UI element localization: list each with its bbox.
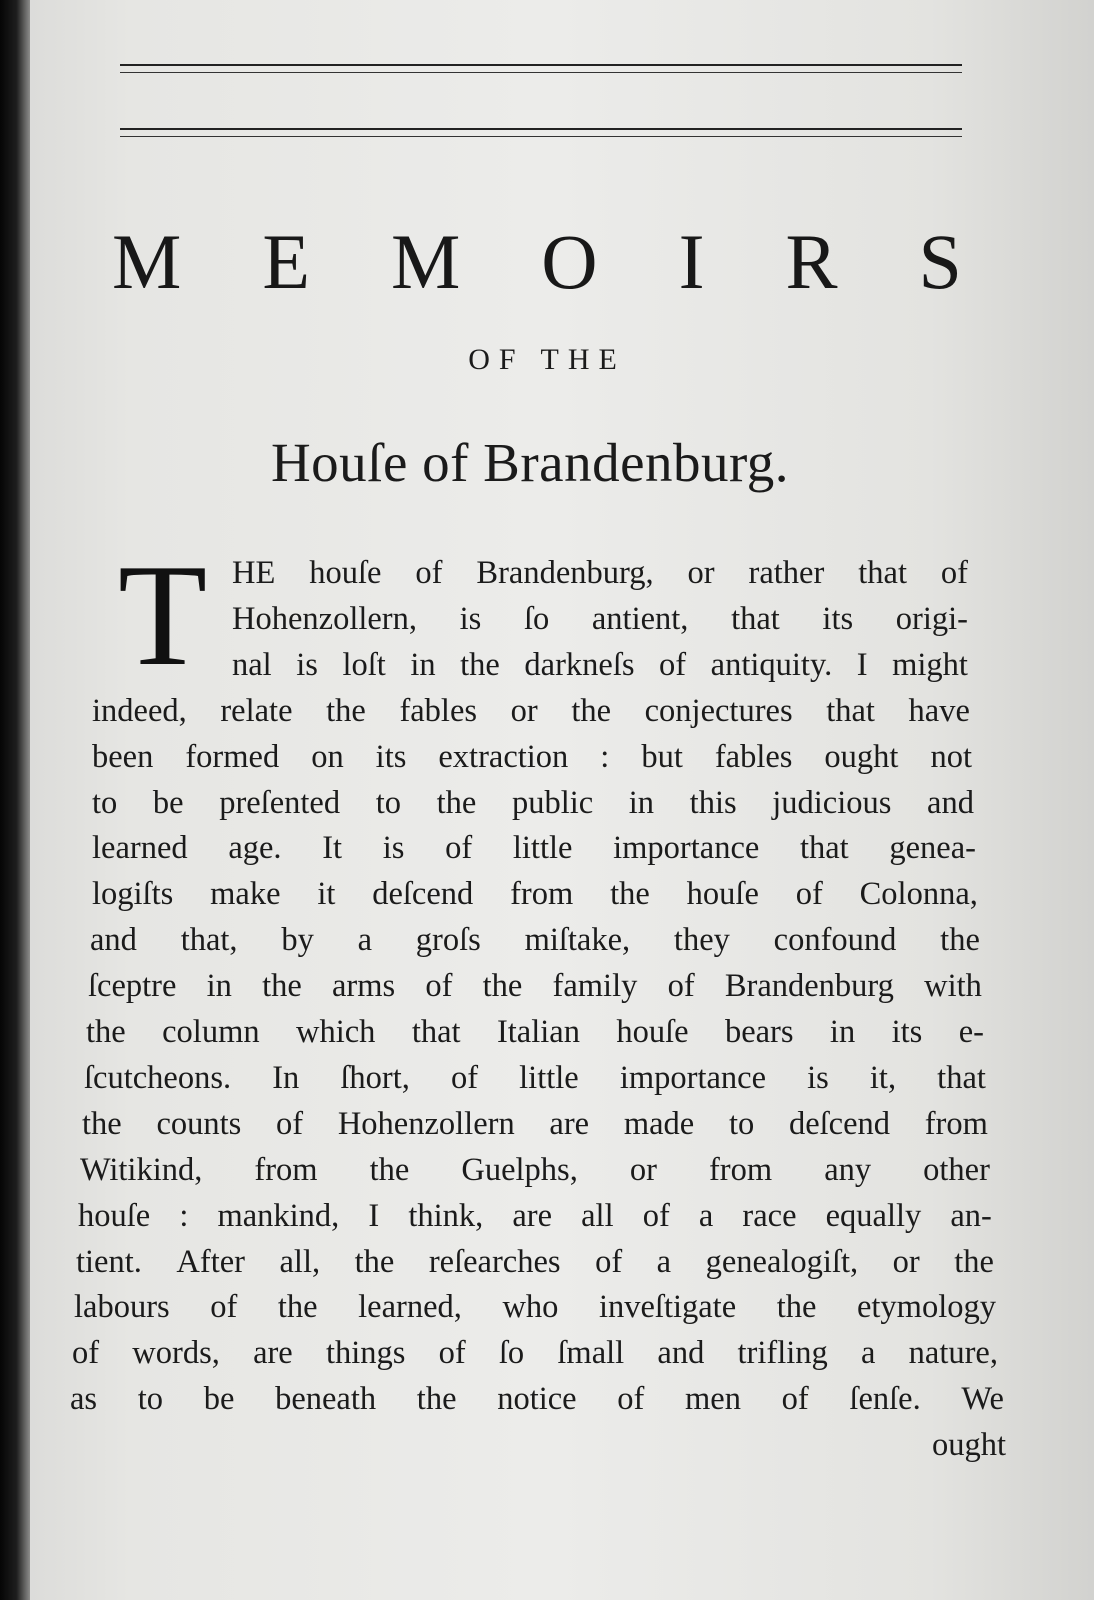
- text-line: as to be beneath the notice of men of ſenſe. We: [70, 1381, 1004, 1418]
- text-line: the column which that Italian houſe bears in its e-: [86, 1014, 984, 1050]
- chapter-title-letter: S: [918, 218, 962, 305]
- ornamental-rule-bottom: [120, 128, 962, 130]
- chapter-title-connector: OF THE: [468, 343, 626, 376]
- text-line: tient. After all, the reſearches of a genealogiſt, or the: [76, 1243, 994, 1280]
- text-line: to be preſented to the public in this judicious and: [92, 784, 974, 821]
- text-line: HE houſe of Brandenburg, or rather that of: [232, 555, 968, 591]
- text-line: of words, are things of ſo ſmall and trifling a nature,: [72, 1335, 998, 1372]
- chapter-title-subject: Houſe of Brandenburg.: [270, 432, 790, 493]
- chapter-title-letter: M: [390, 218, 461, 305]
- text-line: logiſts make it deſcend from the houſe of Colonna,: [92, 876, 978, 913]
- text-line: labours of the learned, who inveſtigate the etymology: [74, 1289, 996, 1326]
- text-line: ſcutcheons. In ſhort, of little importance is it, that: [84, 1059, 986, 1096]
- book-binding-edge: [0, 0, 30, 1600]
- catchword: ought: [931, 1427, 1006, 1464]
- text-line: ſceptre in the arms of the family of Brandenburg with: [88, 968, 982, 1005]
- text-line: nal is loſt in the darkneſs of antiquity. I might: [232, 646, 968, 683]
- text-line: indeed, relate the fables or the conjectures that have: [92, 692, 970, 729]
- chapter-title: [112, 218, 962, 305]
- text-line: learned age. It is of little importance that genea-: [92, 830, 976, 867]
- chapter-title-letter: R: [785, 218, 838, 305]
- chapter-title-letter: I: [678, 218, 705, 305]
- chapter-title-letter: O: [541, 218, 598, 305]
- chapter-title-letter: M: [112, 218, 182, 305]
- chapter-title-letter: E: [262, 218, 310, 305]
- drop-cap: T: [118, 534, 208, 696]
- text-line: Witikind, from the Guelphs, or from any other: [80, 1151, 990, 1188]
- ornamental-rule-bottom-inner: [120, 136, 962, 137]
- text-line: been formed on its extraction : but fables ought not: [92, 738, 972, 775]
- text-line: houſe : mankind, I think, are all of a race equally an-: [78, 1197, 992, 1234]
- ornamental-rule-top-inner: [120, 72, 962, 73]
- text-line: the counts of Hohenzollern are made to deſcend from: [82, 1105, 988, 1142]
- ornamental-rule-top: [120, 64, 962, 66]
- text-line: Hohenzollern, is ſo antient, that its origi-: [232, 600, 968, 637]
- text-line: and that, by a groſs miſtake, they confound the: [90, 922, 980, 959]
